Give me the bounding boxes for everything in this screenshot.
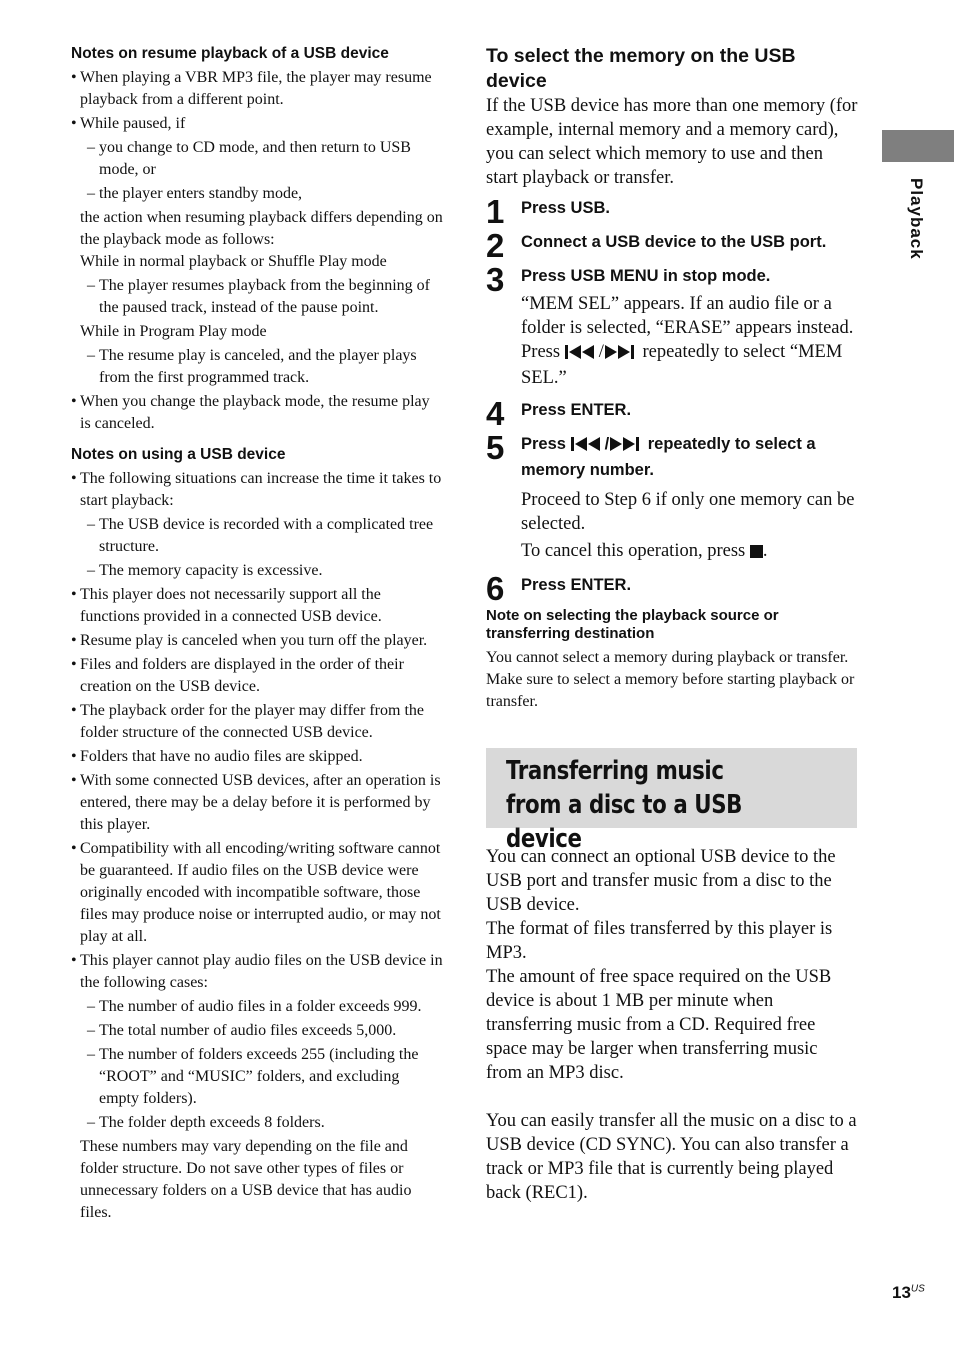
step-5-body-2 [486,539,858,565]
cancel-text: To cancel this operation, press [521,541,746,561]
list-item: • This player does not necessarily support all the functions provided in a connected USB device. [71,584,443,628]
step-number: 4 [486,395,505,432]
list-item: – The folder depth exceeds 8 folders. [71,1112,443,1134]
note-heading: Note on selecting the playback source or transferring destination [486,607,779,642]
paragraph: You can connect an optional USB device to the USB port and transfer music from a disc to the USB device. [486,847,836,915]
separator: / [598,342,604,362]
step-5 [486,429,858,482]
list-item: • Compatibility with all encoding/writing software cannot be guaranteed. If audio files on the USB device were originally encoded with incompatible software, those files may produce noise or interrupted audio, or may not play at all. [71,838,443,948]
step-instruction: Connect a USB device to the USB port. [521,233,827,251]
section-title: Transferring music from a disc to a USB device [506,756,742,854]
list-item: – The number of folders exceeds 255 (including the “ROOT” and “MUSIC” folders, and excluding empty folders). [71,1044,443,1110]
list-item: – The USB device is recorded with a complicated tree structure. [71,514,443,558]
prev-track-icon [571,434,605,458]
transfer-section-body [486,845,858,1205]
section-side-label [906,178,926,260]
list-item: – the player enters standby mode, [71,183,443,205]
step-5-text-b: repeatedly to select a memory number. [521,435,816,479]
step-instruction: Press ENTER. [521,401,632,419]
list-item: – The total number of audio files exceeds 5,000. [71,1020,443,1042]
step-instruction [521,432,858,482]
page-number [892,1283,925,1303]
page-number-value: 13 [892,1283,911,1302]
prev-track-icon [565,342,599,366]
section-banner [486,748,857,854]
step-number: 6 [486,570,505,607]
right-column [486,44,858,713]
step-3-body-a: “MEM SEL” appears. If an audio file or a folder is selected, “ERASE” appears instead. Press [521,294,854,362]
step-number: 3 [486,261,505,298]
page-number-suffix: US [910,1283,925,1295]
usb-notes-heading: Notes on using a USB device [71,446,286,463]
memory-intro: If the USB device has more than one memory (for example, internal memory and a memory card), you can select which memory to use and then start playback or transfer. [486,96,858,188]
list-item: – The number of audio files in a folder exceeds 999. [71,996,443,1018]
list-item: • When you change the playback mode, the resume play is canceled. [71,391,443,435]
step-number: 5 [486,429,505,466]
list-item: • With some connected USB devices, after an operation is entered, there may be a delay before it is performed by this player. [71,770,443,836]
list-item: These numbers may vary depending on the file and folder structure. Do not save other types of files or unnecessary folders on a USB device that has audio files. [80,1138,412,1221]
list-item: – The memory capacity is excessive. [71,560,443,582]
list-item: the action when resuming playback differs depending on the playback mode as follows: [80,209,443,248]
step-1 [486,193,858,230]
step-4 [486,395,858,432]
list-item: • Files and folders are displayed in the order of their creation on the USB device. [71,654,443,698]
left-column [71,44,443,1224]
step-number: 1 [486,193,505,230]
resume-notes-heading: Notes on resume playback of a USB device [71,45,389,62]
list-item: • While paused, if [71,113,443,135]
list-item: • Resume play is canceled when you turn off the player. [71,630,443,652]
memory-select-heading: To select the memory on the USB device [486,45,796,92]
step-5-text-a: Press [521,435,566,453]
side-label-text: Playback [907,178,926,260]
step-2 [486,227,858,264]
list-item: • Folders that have no audio files are skipped. [71,746,443,768]
list-item: While in Program Play mode [80,323,267,340]
paragraph: The format of files transferred by this player is MP3. [486,919,833,963]
section-tab-marker [882,130,954,162]
step-3-body-b: repeatedly to select “MEM SEL.” [521,342,843,388]
period: . [762,541,768,561]
step-instruction: Press ENTER. [521,576,632,594]
list-item: While in normal playback or Shuffle Play mode [80,253,387,270]
list-item: • The following situations can increase the time it takes to start playback: [71,468,443,512]
list-item: • The playback order for the player may differ from the folder structure of the connected USB device. [71,700,443,744]
list-item: • When playing a VBR MP3 file, the player may resume playback from a different point. [71,67,443,111]
note-text: You cannot select a memory during playback or transfer. Make sure to select a memory before starting playback or transfer. [486,649,855,710]
step-5-body-1: Proceed to Step 6 if only one memory can be selected. [521,490,855,534]
stop-icon [750,541,763,565]
separator: / [604,435,610,453]
next-track-icon [604,342,638,366]
step-number: 2 [486,227,505,264]
list-item: – you change to CD mode, and then return to USB mode, or [71,137,443,181]
step-3-body [486,292,858,390]
list-item: – The resume play is canceled, and the player plays from the first programmed track. [71,345,443,389]
list-item: – The player resumes playback from the beginning of the paused track, instead of the pause point. [71,275,443,319]
step-6 [486,570,858,607]
paragraph: The amount of free space required on the USB device is about 1 MB per minute when transferring music from a CD. Required free space may be larger when transferring music from an MP3 disc. [486,967,832,1083]
step-instruction: Press USB. [521,199,610,217]
next-track-icon [609,434,643,458]
step-instruction: Press USB MENU in stop mode. [521,267,771,285]
step-3 [486,261,858,298]
list-item: • This player cannot play audio files on the USB device in the following cases: [71,950,443,994]
paragraph: You can easily transfer all the music on a disc to a USB device (CD SYNC). You can also transfer a track or MP3 file that is currently being played back (REC1). [486,1111,857,1203]
